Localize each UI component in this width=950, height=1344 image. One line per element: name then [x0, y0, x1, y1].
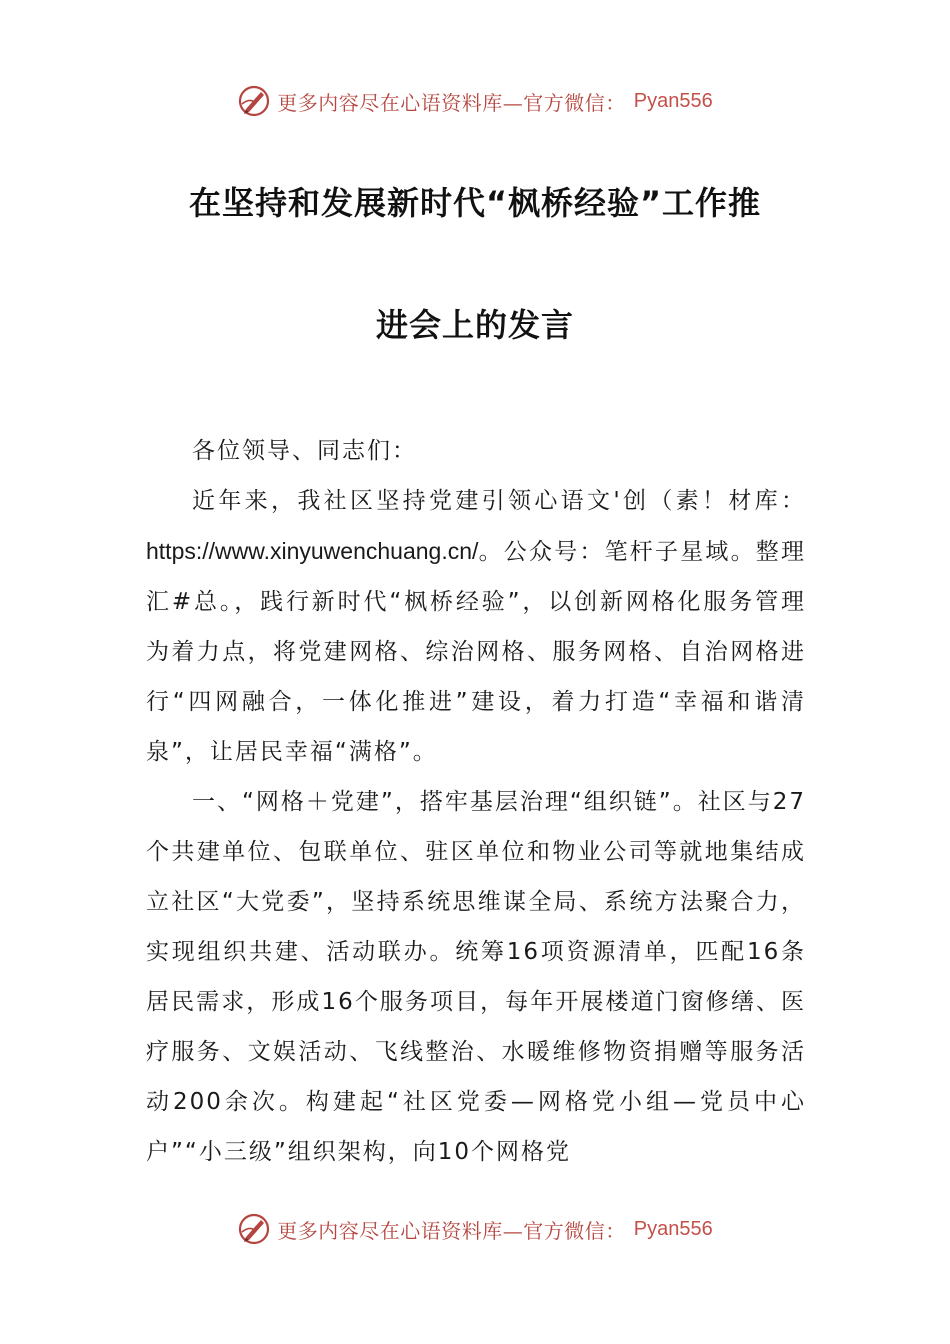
paragraph-intro-text-a: 近年来，我社区坚持党建引领心语文'创（素！材库：	[192, 488, 806, 514]
source-url: https://www.xinyuwenchuang.cn/	[146, 538, 479, 564]
greeting: 各位领导、同志们：	[192, 438, 417, 464]
watermark-text: 更多内容尽在心语资料库—官方微信：	[277, 1218, 626, 1243]
document-body	[146, 426, 806, 1177]
paragraph-section-1: 一、“网格＋党建”，搭牢基层治理“组织链”。社区与27个共建单位、包联单位、驻区单位和物业公司等就地集结成立社区“大党委”，坚持系统思维谋全局、系统方法聚合力，实现组织共建、活动联办。统筹16项资源清单，匹配16条居民需求，形成16个服务项目，每年开展楼道门窗修缮、医疗服务、文娱活动、飞线整治、水暖维修物资捐赠等服务活动200余次。构建起“社区党委—网格党小组—党员中心户”“小三级”组织架构，向10个网格党	[146, 789, 806, 1165]
paragraph-intro-text-b: 。公众号：笔杆子星域。整理汇#总。，践行新时代“枫桥经验”，以创新网格化服务管理为着力点，将党建网格、综治网格、服务网格、自治网格进行“四网融合，一体化推进”建设，着力打造“幸福和谐清泉”，让居民幸福“满格”。	[146, 539, 806, 765]
watermark-text: 更多内容尽在心语资料库—官方微信：	[277, 90, 626, 115]
paragraph-intro	[146, 476, 806, 777]
watermark-footer	[0, 1212, 950, 1246]
pen-logo-icon	[237, 84, 271, 118]
pen-logo-icon	[237, 1212, 271, 1246]
watermark-wechat-id: Pyan556	[633, 89, 713, 112]
document-title-line-1: 在坚持和发展新时代“枫桥经验”工作推	[188, 184, 762, 222]
document-title-line-2: 进会上的发言	[375, 306, 574, 344]
watermark-header	[0, 84, 950, 118]
watermark-wechat-id: Pyan556	[633, 1217, 713, 1240]
